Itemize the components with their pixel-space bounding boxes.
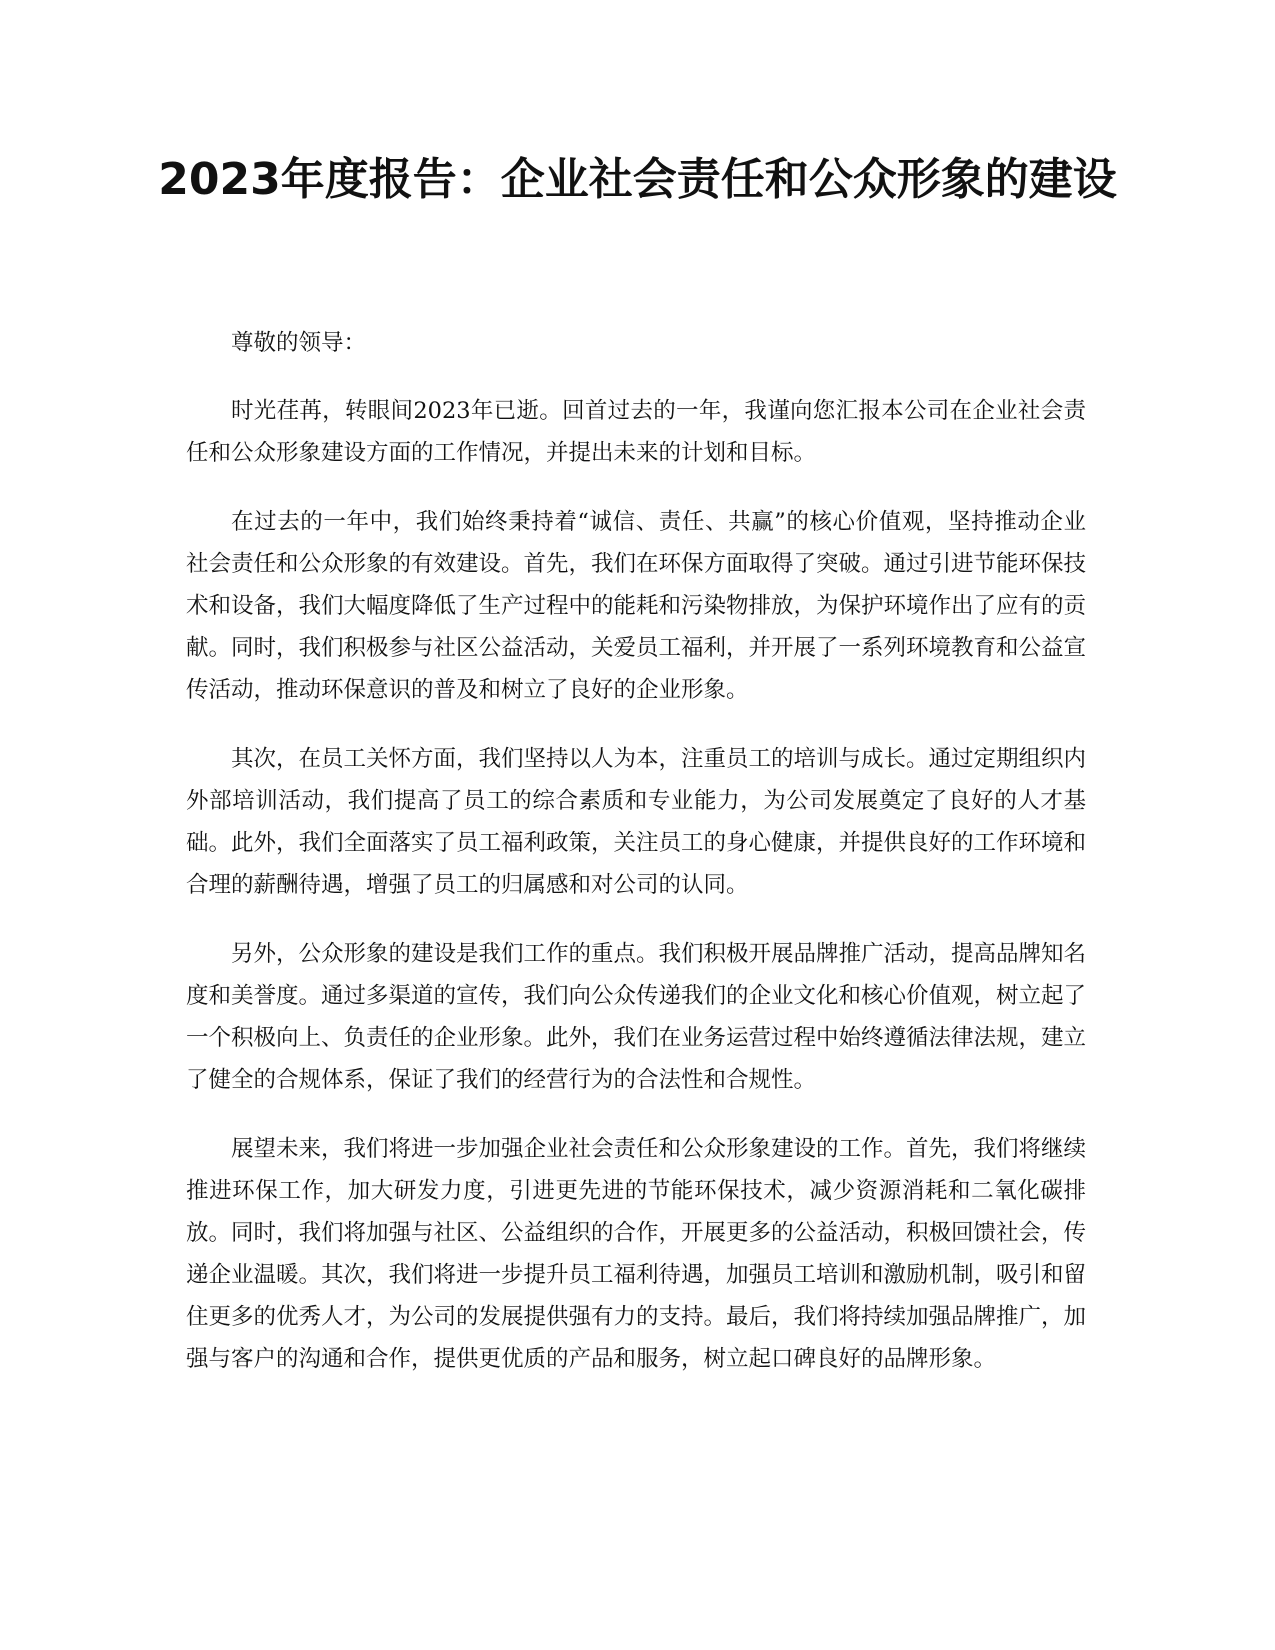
paragraph-public-image: 另外，公众形象的建设是我们工作的重点。我们积极开展品牌推广活动，提高品牌知名度和美誉度。通过多渠道的宣传，我们向公众传递我们的企业文化和核心价值观，树立起了一个积极向上、负责任的企业形象。此外，我们在业务运营过程中始终遵循法律法规，建立了健全的合规体系，保证了我们的经营行为的合法性和合规性。 xyxy=(186,941,1087,1093)
paragraph-outlook: 展望未来，我们将进一步加强企业社会责任和公众形象建设的工作。首先，我们将继续推进环保工作，加大研发力度，引进更先进的节能环保技术，减少资源消耗和二氧化碳排放。同时，我们将加强与社区、公益组织的合作，开展更多的公益活动，积极回馈社会，传递企业温暖。其次，我们将进一步提升员工福利待遇，加强员工培训和激励机制，吸引和留住更多的优秀人才，为公司的发展提供强有力的支持。最后，我们将持续加强品牌推广，加强与客户的沟通和合作，提供更优质的产品和服务，树立起口碑良好的品牌形象。 xyxy=(186,1136,1087,1372)
document-body xyxy=(186,322,1086,1407)
paragraph-employee-care: 其次，在员工关怀方面，我们坚持以人为本，注重员工的培训与成长。通过定期组织内外部培训活动，我们提高了员工的综合素质和专业能力，为公司发展奠定了良好的人才基础。此外，我们全面落实了员工福利政策，关注员工的身心健康，并提供良好的工作环境和合理的薪酬待遇，增强了员工的归属感和对公司的认同。 xyxy=(186,746,1087,898)
paragraph-environment: 在过去的一年中，我们始终秉持着“诚信、责任、共赢”的核心价值观，坚持推动企业社会责任和公众形象的有效建设。首先，我们在环保方面取得了突破。通过引进节能环保技术和设备，我们大幅度降低了生产过程中的能耗和污染物排放，为保护环境作出了应有的贡献。同时，我们积极参与社区公益活动，关爱员工福利，并开展了一系列环境教育和公益宣传活动，推动环保意识的普及和树立了良好的企业形象。 xyxy=(186,509,1087,703)
document-title: 2023年度报告：企业社会责任和公众形象的建设 xyxy=(158,154,1117,205)
paragraph-intro: 时光荏苒，转眼间2023年已逝。回首过去的一年，我谨向您汇报本公司在企业社会责任和公众形象建设方面的工作情况，并提出未来的计划和目标。 xyxy=(186,398,1086,466)
salutation: 尊敬的领导： xyxy=(231,330,367,356)
